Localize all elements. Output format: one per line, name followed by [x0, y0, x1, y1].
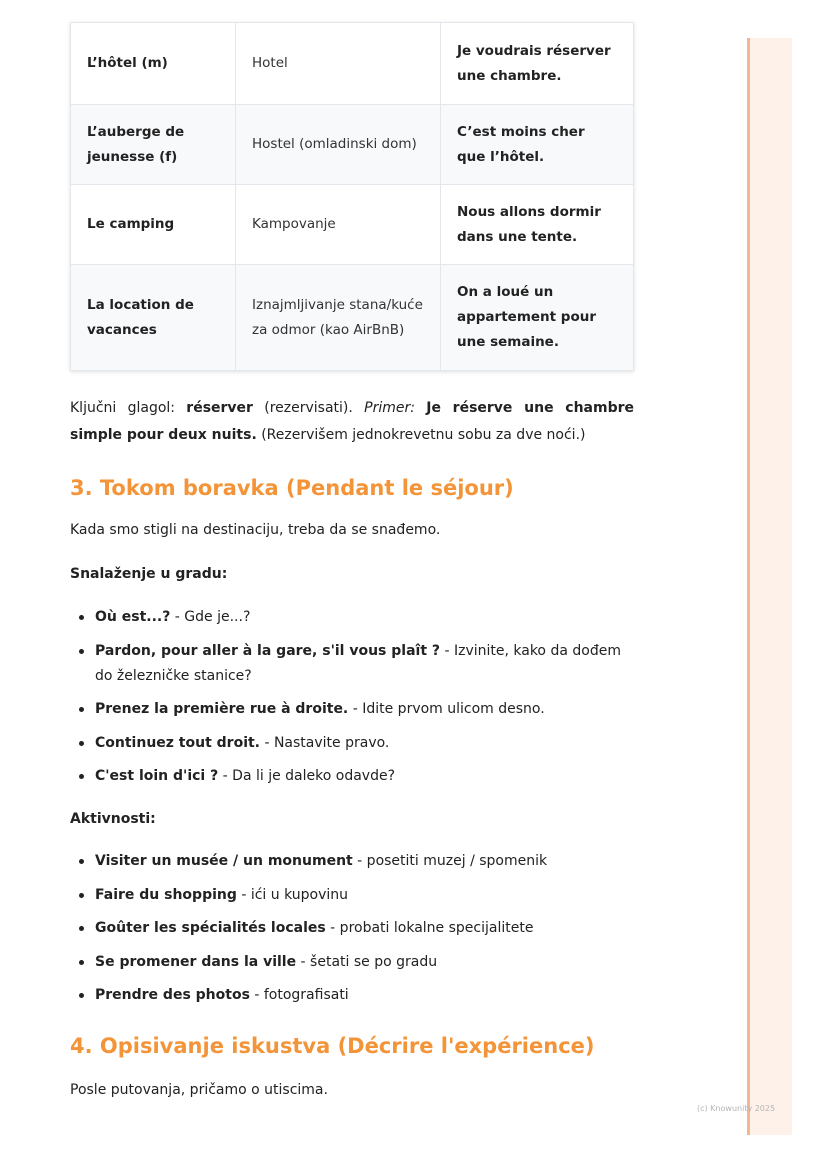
- table-cell-serbian: Hotel: [236, 23, 441, 105]
- example-label: Primer:: [364, 400, 415, 416]
- list-item: [70, 950, 630, 975]
- key-verb-prefix: Ključni glagol:: [70, 400, 187, 416]
- activity-serbian: - šetati se po gradu: [296, 953, 438, 970]
- activities-list: [70, 849, 630, 1017]
- table-cell-french: L’hôtel (m): [71, 23, 236, 105]
- list-item: [70, 697, 630, 722]
- section-3-heading: 3. Tokom boravka (Pendant le séjour): [70, 476, 514, 500]
- list-item: [70, 916, 630, 941]
- activity-french: Prendre des photos: [95, 987, 250, 1003]
- list-item: [70, 731, 630, 756]
- phrase-serbian: - Izvinite, kako da dođem do železničke stanice?: [95, 642, 621, 684]
- table-row: [71, 105, 634, 185]
- table-cell-example: Je voudrais réserver une chambre.: [441, 23, 634, 105]
- activity-french: Goûter les spécialités locales: [95, 920, 326, 936]
- activities-label: Aktivnosti:: [70, 811, 156, 827]
- key-verb-paragraph: [70, 395, 634, 449]
- table-cell-example: C’est moins cher que l’hôtel.: [441, 105, 634, 185]
- copyright-footer: (c) Knowunity 2025: [697, 1104, 776, 1113]
- activity-serbian: - posetiti muzej / spomenik: [352, 853, 548, 869]
- list-item: [70, 639, 630, 689]
- list-item: [70, 983, 630, 1008]
- list-item: [70, 883, 630, 908]
- activity-serbian: - fotografisati: [249, 987, 349, 1003]
- table-cell-example: Nous allons dormir dans une tente.: [441, 185, 634, 265]
- phrase-french: Où est...?: [95, 609, 171, 625]
- list-item: [70, 605, 630, 630]
- activity-french: Faire du shopping: [95, 886, 237, 903]
- activity-serbian: - ići u kupovinu: [236, 886, 348, 903]
- navigation-label: Snalaženje u gradu:: [70, 566, 228, 582]
- table-cell-serbian: Iznajmljivanje stana/kuće za odmor (kao AirBnB): [236, 265, 441, 371]
- section-3-intro: Kada smo stigli na destinaciju, treba da se snađemo.: [70, 522, 441, 538]
- table-row: [71, 185, 634, 265]
- table-cell-serbian: Kampovanje: [236, 185, 441, 265]
- phrase-french: C'est loin d'ici ?: [95, 768, 219, 784]
- page-margin-band: [748, 38, 792, 1135]
- section-4-heading: 4. Opisivanje iskustva (Décrire l'expérience): [70, 1034, 595, 1058]
- phrase-serbian: - Da li je daleko odavde?: [218, 768, 396, 784]
- phrase-french: Prenez la première rue à droite.: [95, 701, 349, 717]
- example-serbian: (Rezervišem jednokrevetnu sobu za dve noći.): [256, 427, 586, 443]
- phrase-serbian: - Nastavite pravo.: [260, 734, 390, 751]
- table-cell-serbian: Hostel (omladinski dom): [236, 105, 441, 185]
- table-row: [71, 265, 634, 371]
- table-cell-french: L’auberge de jeunesse (f): [71, 105, 236, 185]
- key-verb-translation: (rezervisati).: [252, 400, 365, 416]
- table-row: [71, 23, 634, 105]
- activity-french: Visiter un musée / un monument: [95, 853, 353, 869]
- table-cell-french: Le camping: [71, 185, 236, 265]
- section-4-intro: Posle putovanja, pričamo o utiscima.: [70, 1082, 328, 1098]
- phrase-french: Pardon, pour aller à la gare, s'il vous plaît ?: [95, 642, 441, 659]
- example-french: Je réserve une chambre simple pour deux nuits.: [70, 400, 635, 443]
- navigation-phrase-list: [70, 605, 630, 798]
- table-cell-example: On a loué un appartement pour une semaine.: [441, 265, 634, 371]
- table-cell-french: La location de vacances: [71, 265, 236, 371]
- phrase-serbian: - Idite prvom ulicom desno.: [348, 701, 545, 717]
- accommodation-vocab-table: [70, 22, 634, 371]
- activity-french: Se promener dans la ville: [95, 953, 297, 970]
- list-item: [70, 764, 630, 789]
- activity-serbian: - probati lokalne specijalitete: [325, 920, 534, 936]
- phrase-french: Continuez tout droit.: [95, 734, 260, 751]
- key-verb: réserver: [186, 400, 253, 416]
- phrase-serbian: - Gde je...?: [170, 609, 251, 625]
- page-margin-line: [747, 38, 750, 1135]
- list-item: [70, 849, 630, 874]
